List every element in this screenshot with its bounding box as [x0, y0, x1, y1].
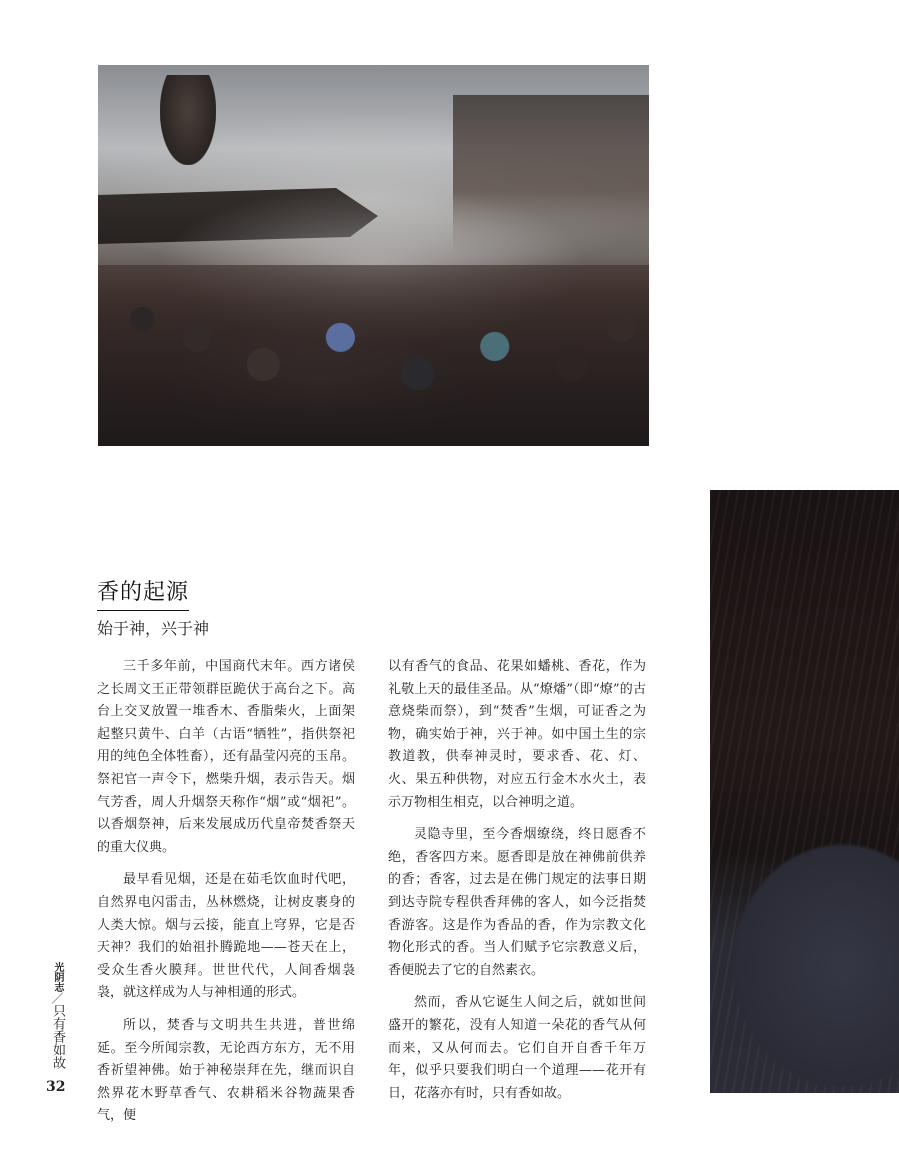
- page-number: 32: [46, 1079, 66, 1095]
- paragraph: 然而，香从它诞生人间之后，就如世间盛开的繁花，没有人知道一朵花的香气从何而来，又从何而去。它们自开自香千年万年，似乎只要我们明白一个道理——花开有日，花落亦有时，只有香如故。: [388, 995, 646, 1101]
- censer-finial: [160, 75, 216, 165]
- running-footer: [47, 962, 67, 1069]
- paragraph: 所以，焚香与文明共生共进，普世绵延。至今所闻宗教，无论西方东方，无不用香祈望神佛。始于神秘崇拜在先，继而识自然界花木野草香气、农耕稻米谷物蔬果香气，便: [97, 1017, 355, 1124]
- left-text-column: [97, 656, 355, 1138]
- crowd-of-worshippers: [98, 265, 649, 446]
- magazine-brand: 光阴志: [52, 962, 63, 992]
- section-subtitle: 始于神，兴于神: [97, 619, 210, 638]
- side-photo-shape: [710, 810, 899, 1093]
- right-text-column: [388, 656, 646, 1115]
- side-dark-photo: [710, 490, 899, 1093]
- paragraph: 最早看见烟，还是在茹毛饮血时代吧，自然界电闪雷击，丛林燃烧，让树皮裹身的人类大惊。烟与云接，能直上穹界，它是否天神？我们的始祖扑腾跪地——苍天在上，受众生香火膜拜。世世代代，人间香烟袅袅，就这样成为人与神相通的形式。: [97, 872, 355, 1001]
- paragraph: 以有香气的食品、花果如蟠桃、香花，作为礼敬上天的最佳圣品。从“燎燔”（即“燎”的古意烧柴而祭），到“焚香”生烟，可证香之为物，确实始于神，兴于神。如中国土生的宗教道教，供奉神灵时，要求香、花、灯、火、果五种供物，对应五行金木水火土，表示万物相生相克，以合神明之道。: [388, 659, 646, 810]
- paragraph: 三千多年前，中国商代末年。西方诸侯之长周文王正带领群臣跪伏于高台之下。高台上交叉放置一堆香木、香脂柴火，上面架起整只黄牛、白羊（古语“牺牲”，指供祭祀用的纯色全体牲畜），还有晶莹闪亮的玉帛。祭祀官一声令下，燃柴升烟，表示告天。烟气芳香，周人升烟祭天称作“烟”或“烟祀”。以香烟祭神，后来发展成历代皇帝焚香祭天的重大仪典。: [97, 659, 355, 855]
- paragraph: 灵隐寺里，至今香烟缭绕，终日愿香不绝，香客四方来。愿香即是放在神佛前供养的香；香客，过去是在佛门规定的法事日期到达寺院专程供香拜佛的客人，如今泛指焚香游客。这是作为香品的香，作为宗教文化物化形式的香。当人们赋予它宗教意义后，香便脱去了它的自然素衣。: [388, 827, 646, 978]
- section-title: 香的起源: [97, 578, 189, 611]
- footer-separator: ／: [50, 992, 64, 1004]
- temple-incense-crowd-photo: [98, 65, 649, 446]
- column-title: 只有香如故: [50, 1004, 65, 1069]
